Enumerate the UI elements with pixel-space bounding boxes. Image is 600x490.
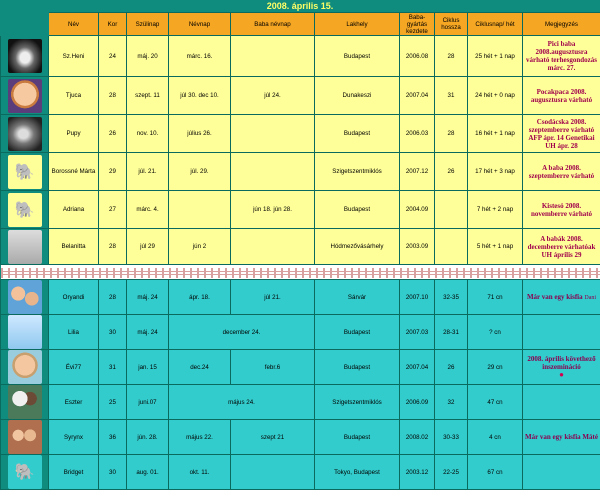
cell-kor: 25 <box>99 385 127 420</box>
cell-kezdete: 2006.09 <box>400 385 435 420</box>
header-lakhely: Lakhely <box>315 13 400 36</box>
cell-ciklus: 26 <box>435 350 468 385</box>
page-title: 2008. április 15. <box>0 0 600 12</box>
cell-note: Pocakpaca 2008. augusztusra várható <box>523 77 600 115</box>
note-text: Már van egy kisfia <box>527 293 583 301</box>
cell-note <box>523 315 600 350</box>
fence-separator <box>1 265 600 280</box>
cell-kezdete: 2003.09 <box>400 229 435 265</box>
cell-kezdete: 2006.03 <box>400 115 435 153</box>
cell-baba-nevnap <box>231 153 315 191</box>
cell-het: 4 cn <box>468 420 523 455</box>
cell-nevnap: ápr. 18. <box>169 280 231 315</box>
cell-baba-nevnap: febr.6 <box>231 350 315 385</box>
cell-ciklus: 22-25 <box>435 455 468 490</box>
cell-het: 67 cn <box>468 455 523 490</box>
cell-lakhely: Budapest <box>315 36 400 77</box>
cell-het: 16 hét + 1 nap <box>468 115 523 153</box>
cell-nev: Belanitta <box>49 229 99 265</box>
stork-icon: 🐘 <box>1 191 49 229</box>
cell-nevnap: május 22. <box>169 420 231 455</box>
stork-icon: 🐘 <box>1 455 49 490</box>
table-row <box>1 280 600 315</box>
cell-ciklus <box>435 229 468 265</box>
cell-lakhely: Budapest <box>315 191 400 229</box>
cell-baba-nevnap <box>231 455 315 490</box>
cell-baba-nevnap: szept 21 <box>231 420 315 455</box>
table-row <box>1 191 600 229</box>
cell-het: 25 hét + 1 nap <box>468 36 523 77</box>
cell-nevnap: július 26. <box>169 115 231 153</box>
cell-kezdete: 2007.04 <box>400 77 435 115</box>
cell-baba-nevnap <box>231 229 315 265</box>
cell-szulinap: máj. 24 <box>127 280 169 315</box>
toddler-photo <box>1 350 49 385</box>
cell-baba-nevnap: júl 21. <box>231 280 315 315</box>
cell-kezdete: 2004.09 <box>400 191 435 229</box>
cell-baba-nevnap <box>231 36 315 77</box>
fence-decoration <box>1 268 600 278</box>
table-row <box>1 229 600 265</box>
cell-het: 5 hét + 1 nap <box>468 229 523 265</box>
header-nevnap: Névnap <box>169 13 231 36</box>
cell-lakhely: Hódmezővásárhely <box>315 229 400 265</box>
cell-het: 7 hét + 2 nap <box>468 191 523 229</box>
stork-icon: 🐘 <box>1 153 49 191</box>
cell-nev: Sz.Heni <box>49 36 99 77</box>
cell-ciklus: 32-35 <box>435 280 468 315</box>
table-row <box>1 350 600 385</box>
cell-szulinap: máj. 20 <box>127 36 169 77</box>
cycle-table <box>0 12 600 490</box>
cell-kezdete: 2008.02 <box>400 420 435 455</box>
cell-baba-nevnap: jún 18. jún 28. <box>231 191 315 229</box>
cell-baba-nevnap: júl 24. <box>231 77 315 115</box>
cell-lakhely: Budapest <box>315 115 400 153</box>
ultrasound-photo <box>1 36 49 77</box>
cell-ciklus: 28 <box>435 115 468 153</box>
cell-nevnap: december 24. <box>169 315 315 350</box>
cell-het: 47 cn <box>468 385 523 420</box>
header-megjegyzes: Megjegyzés <box>523 13 600 36</box>
ultrasound-photo <box>1 115 49 153</box>
cell-kor: 26 <box>99 115 127 153</box>
header-kor: Kor <box>99 13 127 36</box>
table-row <box>1 315 600 350</box>
cell-kezdete: 2007.10 <box>400 280 435 315</box>
kids-photo <box>1 280 49 315</box>
cell-ciklus <box>435 191 468 229</box>
cell-note: A babák 2008. decemberre várhatóak UH április 29 <box>523 229 600 265</box>
cell-kezdete: 2006.08 <box>400 36 435 77</box>
header-baba-gyartas: Baba-gyártás kezdete <box>400 13 435 36</box>
cell-note: Csodácska 2008. szeptemberre várható AFP ápr. 14 Genetikai UH ápr. 28 <box>523 115 600 153</box>
cell-kor: 28 <box>99 77 127 115</box>
cell-note: Pici baba 2008.augusztusra várható terhesgondozás márc. 27. <box>523 36 600 77</box>
cell-het: 24 hét + 0 nap <box>468 77 523 115</box>
cell-kor: 24 <box>99 36 127 77</box>
cell-ciklus: 26 <box>435 153 468 191</box>
cell-szulinap: aug. 01. <box>127 455 169 490</box>
cell-nevnap <box>169 191 231 229</box>
cell-baba-nevnap <box>231 115 315 153</box>
cell-note: Kistesó 2008. novemberre várható <box>523 191 600 229</box>
cell-note <box>523 455 600 490</box>
table-row <box>1 153 600 191</box>
table-row <box>1 455 600 490</box>
cell-szulinap: júl. 21. <box>127 153 169 191</box>
cell-nev: Tjuca <box>49 77 99 115</box>
cell-kor: 29 <box>99 153 127 191</box>
cell-kor: 27 <box>99 191 127 229</box>
header-ciklus-hossza: Ciklus hossza <box>435 13 468 36</box>
cell-nev: Borossné Márta <box>49 153 99 191</box>
cell-nev: Syrynx <box>49 420 99 455</box>
cell-nev: Adriana <box>49 191 99 229</box>
cell-het: 71 cn <box>468 280 523 315</box>
cell-ciklus: 28-31 <box>435 315 468 350</box>
cell-nevnap: jún 2 <box>169 229 231 265</box>
cell-kezdete: 2003.12 <box>400 455 435 490</box>
cell-nevnap: júl. 29. <box>169 153 231 191</box>
table-row <box>1 36 600 77</box>
couple-photo <box>1 385 49 420</box>
cell-szulinap: jan. 15 <box>127 350 169 385</box>
cell-kor: 36 <box>99 420 127 455</box>
table-row <box>1 385 600 420</box>
cell-nevnap: júl 30. dec 10. <box>169 77 231 115</box>
cell-het: 17 hét + 3 nap <box>468 153 523 191</box>
family-photo <box>1 420 49 455</box>
header-baba-nevnap: Baba névnap <box>231 13 315 36</box>
cell-szulinap: júl 29 <box>127 229 169 265</box>
cell-nev: Oryandi <box>49 280 99 315</box>
cell-het: ? cn <box>468 315 523 350</box>
cell-nev: Eszter <box>49 385 99 420</box>
ultrasound-photo <box>1 229 49 265</box>
table-row <box>1 115 600 153</box>
cell-kor: 30 <box>99 455 127 490</box>
cell-kor: 28 <box>99 229 127 265</box>
cell-szulinap: juni.07 <box>127 385 169 420</box>
cell-lakhely: Tokyo, Budapest <box>315 455 400 490</box>
cell-kor: 28 <box>99 280 127 315</box>
header-nev: Név <box>49 13 99 36</box>
cell-note: Már van egy kisfia Máté <box>523 420 600 455</box>
cell-het: 29 cn <box>468 350 523 385</box>
cell-nevnap: okt. 11. <box>169 455 231 490</box>
cell-lakhely: Budapest <box>315 420 400 455</box>
table-row <box>1 77 600 115</box>
cell-nevnap: dec.24 <box>169 350 231 385</box>
cell-lakhely: Szigetszentmiklós <box>315 153 400 191</box>
baby-photo <box>1 77 49 115</box>
cell-kor: 31 <box>99 350 127 385</box>
note-small-text: Dani <box>584 295 596 301</box>
cell-note <box>523 385 600 420</box>
cell-lakhely: Dunakeszi <box>315 77 400 115</box>
cell-szulinap: márc. 4. <box>127 191 169 229</box>
header-row <box>1 13 600 36</box>
cell-kezdete: 2007.04 <box>400 350 435 385</box>
cell-nevnap: márc. 16. <box>169 36 231 77</box>
heart-icon: ● <box>559 370 564 379</box>
cell-kor: 30 <box>99 315 127 350</box>
cell-ciklus: 30-33 <box>435 420 468 455</box>
note-text: 2008. április követhező inszemináció <box>527 355 595 371</box>
sky-photo <box>1 315 49 350</box>
cell-ciklus: 31 <box>435 77 468 115</box>
cell-note <box>523 280 600 315</box>
cell-kezdete: 2007.03 <box>400 315 435 350</box>
cell-note: A baba 2008. szeptemberre várható <box>523 153 600 191</box>
cell-nevnap: május 24. <box>169 385 315 420</box>
cell-nev: Pupy <box>49 115 99 153</box>
cell-nev: Évi77 <box>49 350 99 385</box>
cell-kezdete: 2007.12 <box>400 153 435 191</box>
table-row <box>1 420 600 455</box>
cell-lakhely: Budapest <box>315 315 400 350</box>
cell-szulinap: nov. 10. <box>127 115 169 153</box>
cell-note <box>523 350 600 385</box>
cell-nev: Bridget <box>49 455 99 490</box>
cell-szulinap: szept. 11 <box>127 77 169 115</box>
cell-lakhely: Sárvár <box>315 280 400 315</box>
cell-ciklus: 28 <box>435 36 468 77</box>
cell-lakhely: Budapest <box>315 350 400 385</box>
cell-nev: Lilia <box>49 315 99 350</box>
cell-szulinap: jún. 28. <box>127 420 169 455</box>
cell-szulinap: máj. 24 <box>127 315 169 350</box>
cell-ciklus: 32 <box>435 385 468 420</box>
header-szulinap: Szülinap <box>127 13 169 36</box>
header-ciklusnap: Ciklusnap/ hét <box>468 13 523 36</box>
photo-header <box>1 13 49 36</box>
cell-lakhely: Szigetszentmiklós <box>315 385 400 420</box>
